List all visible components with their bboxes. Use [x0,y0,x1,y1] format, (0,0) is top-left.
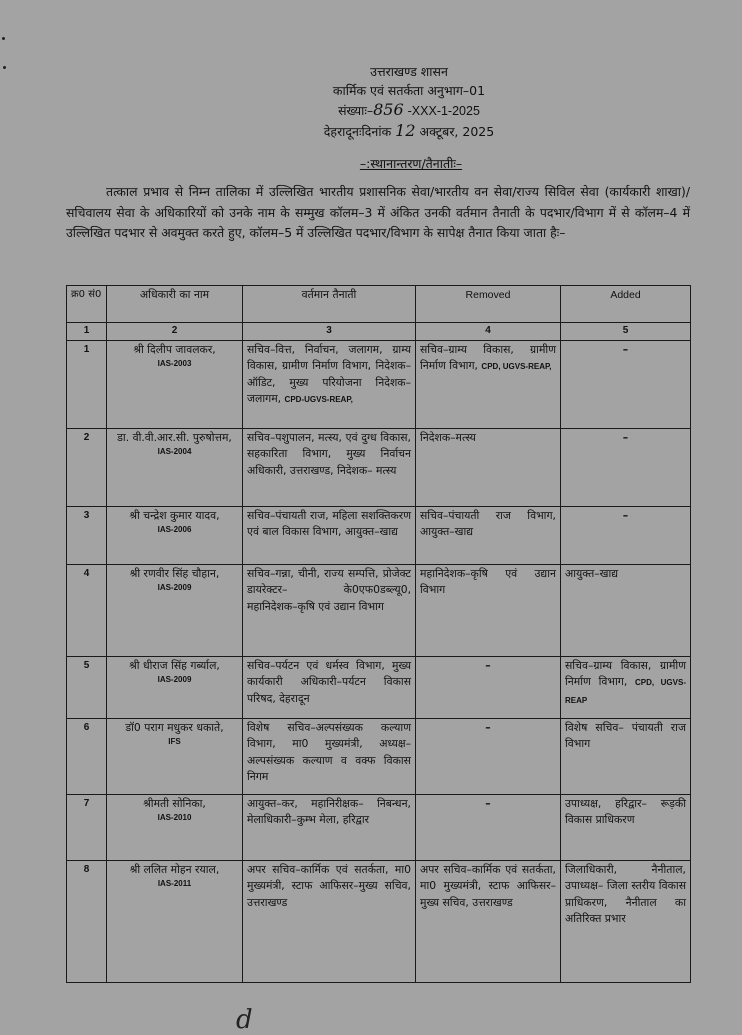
col-header-added: Added [561,286,691,323]
officer-name-cell [107,718,243,794]
order-paragraph: तत्काल प्रभाव से निम्न तालिका में उल्लिखित भारतीय प्रशासनिक सेवा/भारतीय वन सेवा/राज्य सिविल सेवा (कार्यकारी शाखा)/सचिवालय सेवा के अधिकारियों को उनके नाम के सम्मुख कॉलम–3 में अंकित उनकी वर्तमान तैनाती के पदभार/विभाग में से कॉलम–4 में उल्लिखित पदभार से अवमुक्त करते हुए, कॉलम–5 में उल्लिखित पदभार/विभाग के सापेक्ष तैनात किया जाता हैः– [66,184,690,240]
removed-posting: सचिव–ग्राम्य विकास, ग्रामीण निर्माण विभाग, [420,342,556,372]
removed-posting: – [485,796,491,810]
current-posting: विशेष सचिव–अल्पसंख्यक कल्याण विभाग, मा0 मुख्यमंत्री, अध्यक्ष– अल्पसंख्यक कल्याण व वक्फ विकास निगम [247,720,411,783]
added-posting: विशेष सचिव– पंचायती राज विभाग [565,720,686,750]
current-posting: सचिव–पशुपालन, मत्स्य, एवं दुग्ध विकास, सहकारिता विभाग, मुख्य निर्वाचन अधिकारी, उत्तराखण्ड, निदेशक– मत्स्य [247,430,411,477]
officer-name: श्री दिलीप जावलकर, [133,342,216,356]
removed-posting: निदेशक–मत्स्य [420,430,476,444]
removed-cell [416,794,561,860]
added-posting: जिलाधिकारी, नैनीताल, उपाध्यक्ष– जिला स्तरीय विकास प्राधिकरण, नैनीताल का अतिरिक्त प्रभार [565,862,686,925]
table-row [67,340,691,428]
current-posting-cell [243,564,416,656]
order-subject [40,155,742,172]
current-posting-cell [243,718,416,794]
removed-cell [416,340,561,428]
officer-service-batch: IAS-2006 [157,525,192,534]
current-posting-cell [243,656,416,718]
serial-number: 2 [67,428,107,506]
removed-cell [416,718,561,794]
table-row [67,794,691,860]
order-date-label: देहरादूनःदिनांक [323,124,392,139]
current-posting-cell [243,506,416,564]
table-row [67,506,691,564]
table-header-row [67,286,691,323]
removed-posting: अपर सचिव–कार्मिक एवं सतर्कता, मा0 मुख्यमंत्री, स्टाफ आफिसर–मुख्य सचिव, उत्तराखण्ड [420,862,556,909]
added-cell [561,718,691,794]
added-posting: सचिव–ग्राम्य विकास, ग्रामीण निर्माण विभाग, [565,658,686,688]
removed-posting-eng: CPD, UGVS-REAP, [481,362,552,371]
current-posting: सचिव–गन्ना, चीनी, राज्य सम्पत्ति, प्रोजेक्ट डायरेक्टर– के0एफ0डब्ल्यू0, महानिदेशक–कृषि एवं उद्यान विभाग [247,566,411,613]
table-row [67,860,691,982]
current-posting: आयुक्त–कर, महानिरीक्षक– निबन्धन, मेलाधिकारी–कुम्भ मेला, हरिद्वार [247,796,411,826]
letterhead [38,62,742,141]
col-header-officer-name: अधिकारी का नाम [107,286,243,323]
officer-name-cell [107,794,243,860]
order-date-suffix: अक्टूबर, 2025 [419,124,495,139]
column-number: 4 [416,323,561,341]
added-cell [561,860,691,982]
table-row [67,428,691,506]
serial-number: 4 [67,564,107,656]
added-posting: उपाध्यक्ष, हरिद्वार– रूड़की विकास प्राधिकरण [565,796,686,826]
column-number: 3 [243,323,416,341]
added-cell [561,656,691,718]
officer-name: श्री धीराज सिंह गर्ब्याल, [129,658,220,672]
table-row [67,718,691,794]
current-posting-cell [243,794,416,860]
current-posting-cell [243,340,416,428]
added-cell [561,564,691,656]
added-cell [561,506,691,564]
col-header-current-posting: वर्तमान तैनाती [243,286,416,323]
officer-name-cell [107,860,243,982]
removed-cell [416,506,561,564]
govt-name: उत्तराखण्ड शासन [370,64,448,79]
serial-number: 1 [67,340,107,428]
scan-speck [2,37,5,40]
added-posting: – [622,430,629,444]
removed-posting: सचिव–पंचायती राज विभाग, आयुक्त–खाद्य [420,508,556,538]
officer-name-cell [107,656,243,718]
removed-posting: – [485,720,491,734]
officer-service-batch: IFS [168,737,181,746]
added-cell [561,794,691,860]
officer-name: श्री रणवीर सिंह चौहान, [129,566,220,580]
current-posting: सचिव–वित्त, निर्वाचन, जलागम, ग्राम्य विकास, ग्रामीण निर्माण विभाग, निदेशक–ऑडिट, मुख्य परियोजना निदेशक–जलागम, [247,342,411,405]
transfer-table [66,285,691,983]
officer-name-cell [107,506,243,564]
col-header-serial: क्र0 सं0 [67,286,107,323]
officer-service-batch: IAS-2009 [157,583,192,592]
officer-name-cell [107,428,243,506]
serial-number: 8 [67,860,107,982]
order-date [38,121,742,141]
order-number [38,100,742,121]
officer-name-cell [107,564,243,656]
order-number-handwritten: 856 [373,100,404,119]
serial-number: 6 [67,718,107,794]
officer-service-batch: IAS-2011 [157,879,192,888]
current-posting-cell [243,860,416,982]
column-number: 5 [561,323,691,341]
officer-name: श्री ललित मोहन रयाल, [129,862,220,876]
current-posting: अपर सचिव–कार्मिक एवं सतर्कता, मा0 मुख्यमंत्री, स्टाफ आफिसर–मुख्य सचिव, उत्तराखण्ड [247,862,411,909]
removed-posting: – [485,658,491,672]
added-posting-eng: CPD, UGVS-REAP [565,678,686,705]
signature-fragment: d [236,1005,253,1035]
officer-service-batch: IAS-2004 [157,447,192,456]
serial-number: 7 [67,794,107,860]
current-posting-cell [243,428,416,506]
added-posting: आयुक्त–खाद्य [565,566,619,580]
col-header-removed: Removed [416,286,561,323]
officer-service-batch: IAS-2009 [157,675,192,684]
order-number-label: संख्याः– [338,103,374,118]
order-number-suffix: -XXX-1-2025 [407,104,480,118]
scan-speck [3,66,6,69]
column-number: 2 [107,323,243,341]
department-name: कार्मिक एवं सतर्कता अनुभाग–01 [332,83,486,98]
subject-text: –:स्थानान्तरण/तैनातीः– [359,156,463,171]
current-posting: सचिव–पर्यटन एवं धर्मस्व विभाग, मुख्य कार्यकारी अधिकारी–पर्यटन विकास परिषद, देहरादून [247,658,411,705]
added-cell [561,340,691,428]
removed-cell [416,656,561,718]
removed-cell [416,428,561,506]
column-number: 1 [67,323,107,341]
serial-number: 3 [67,506,107,564]
serial-number: 5 [67,656,107,718]
current-posting: सचिव–पंचायती राज, महिला सशक्तिकरण एवं बाल विकास विभाग, आयुक्त–खाद्य [247,508,411,538]
removed-cell [416,860,561,982]
column-number-row [67,323,691,341]
officer-service-batch: IAS-2003 [157,359,192,368]
table-row [67,656,691,718]
added-posting: – [622,342,629,356]
table-row [67,564,691,656]
order-date-handwritten: 12 [395,121,416,140]
removed-cell [416,564,561,656]
table-body [67,340,691,982]
current-posting-eng: CPD-UGVS-REAP, [284,395,353,404]
officer-name: श्री चन्द्रेश कुमार यादव, [129,508,220,522]
officer-name: डा. वी.वी.आर.सी. पुरुषोत्तम, [117,430,232,444]
officer-name: डॉ0 पराग मधुकर धकाते, [125,720,224,734]
officer-name: श्रीमती सोनिका, [143,796,206,810]
added-cell [561,428,691,506]
added-posting: – [622,508,629,522]
officer-service-batch: IAS-2010 [157,813,192,822]
officer-name-cell [107,340,243,428]
removed-posting: महानिदेशक–कृषि एवं उद्यान विभाग [420,566,556,596]
